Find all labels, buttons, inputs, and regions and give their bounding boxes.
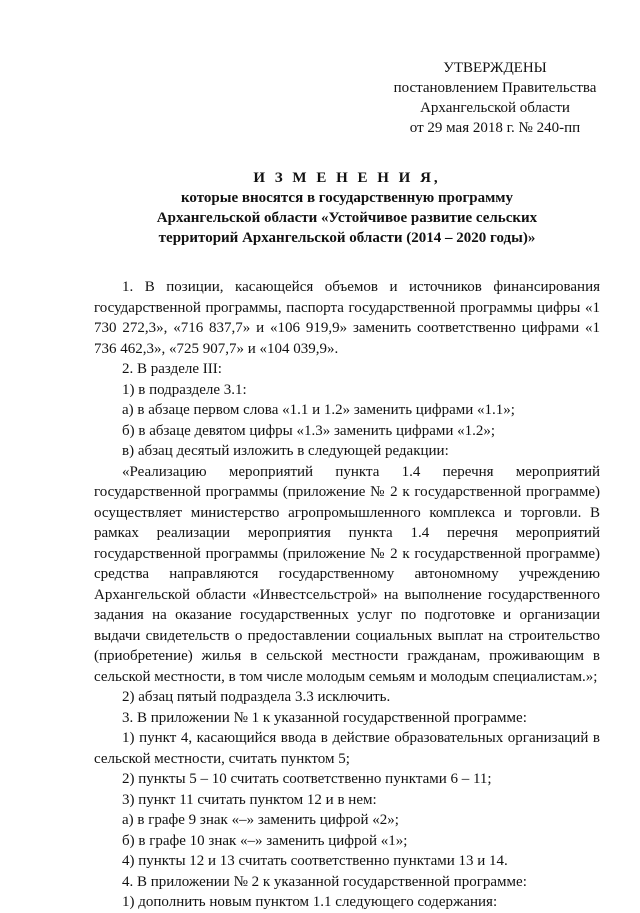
approval-stamp xyxy=(380,58,610,138)
paragraph: 2) пункты 5 – 10 считать соответственно пунктами 6 – 11; xyxy=(122,771,492,787)
paragraph: 1. В позиции, касающейся объемов и источников финансирования государственной программы, паспорта государственной программы цифры «1 730 272,3», «716 837,7» и «106 919,9» заменить соответственно цифрами «1 736 462,3», «725 907,7» и «104 039,9». xyxy=(94,279,600,357)
approval-authority: постановлением Правительства xyxy=(393,80,597,96)
document-subtitle-line-1: которые вносятся в государственную программу xyxy=(180,190,514,206)
paragraph: 1) в подразделе 3.1: xyxy=(122,381,247,398)
paragraph: 3) пункт 11 считать пунктом 12 и в нем: xyxy=(122,791,377,808)
approval-date: от 29 мая 2018 г. № 240-пп xyxy=(409,120,581,136)
paragraph: 3. В приложении № 1 к указанной государственной программе: xyxy=(122,709,527,726)
approval-word: УТВЕРЖДЕНЫ xyxy=(443,60,547,76)
document-subtitle-line-3: территорий Архангельской области (2014 – 2020 годы)» xyxy=(158,230,536,246)
paragraph: б) в графе 10 знак «–» заменить цифрой «1»; xyxy=(122,832,408,849)
paragraph: в) абзац десятый изложить в следующей редакции: xyxy=(122,443,449,459)
document-body xyxy=(94,277,600,913)
quoted-paragraph: «Реализацию мероприятий пункта 1.4 перечня мероприятий государственной программы (приложение № 2 к государственной программе) осуществляет министерство агропромышленного комплекса и торговли. В рамках реализации мероприятия пункта 1.4 перечня мероприятий государственной программы (приложение № 2 к государственной программе) средства направляются государственному автономному учреждению Архангельской области «Инвестсельстрой» на выполнение государственного задания на оказание государственных услуг по подготовке и организации выдачи свидетельств о предоставлении социальных выплат на строительство (приобретение) жилья в сельской местности гражданам, проживающим в сельской местности, в том числе молодым семьям и молодым специалистам.»; xyxy=(94,463,600,685)
paragraph: 4) пункты 12 и 13 считать соответственно пунктами 13 и 14. xyxy=(122,853,508,869)
paragraph: 4. В приложении № 2 к указанной государственной программе: xyxy=(122,873,527,890)
paragraph: 1) дополнить новым пунктом 1.1 следующего содержания: xyxy=(122,894,498,910)
approval-region: Архангельской области xyxy=(420,100,570,116)
paragraph: а) в графе 9 знак «–» заменить цифрой «2»; xyxy=(122,812,399,828)
document-heading xyxy=(94,168,600,248)
paragraph: 1) пункт 4, касающийся ввода в действие образовательных организаций в сельской местности, считать пунктом 5; xyxy=(94,730,600,767)
paragraph: б) в абзаце девятом цифры «1.3» заменить цифрами «1.2»; xyxy=(122,422,496,439)
document-subtitle-line-2: Архангельской области «Устойчивое развитие сельских xyxy=(156,210,538,226)
paragraph: а) в абзаце первом слова «1.1 и 1.2» заменить цифрами «1.1»; xyxy=(122,402,515,418)
paragraph: 2. В разделе III: xyxy=(122,361,222,377)
paragraph: 2) абзац пятый подраздела 3.3 исключить. xyxy=(122,689,391,705)
document-title: И З М Е Н Е Н И Я, xyxy=(253,170,441,186)
